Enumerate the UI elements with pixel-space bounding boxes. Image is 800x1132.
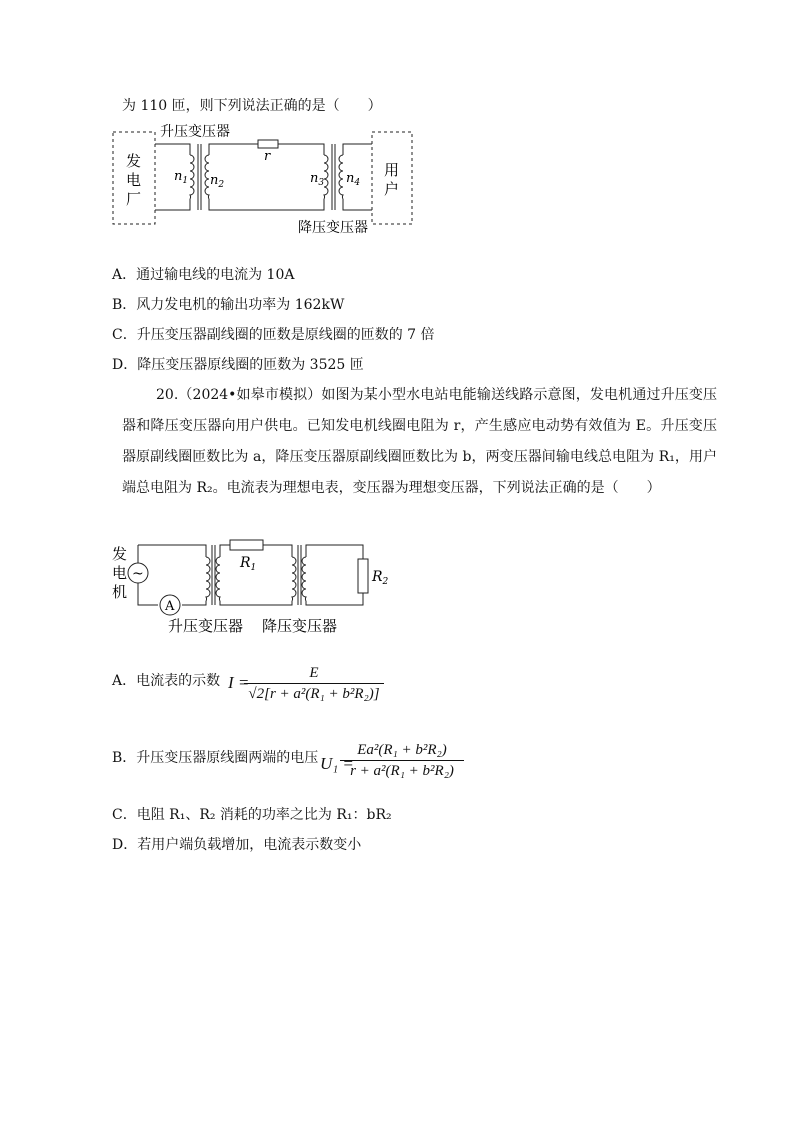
q20-option-b-numerator: Ea²(R₁ + b²R₂)	[357, 742, 447, 758]
step-down-label: 降压变压器	[298, 220, 368, 236]
resistor-r-label: r	[264, 149, 271, 164]
coil-n4	[339, 155, 343, 199]
question-20-stem	[122, 380, 717, 504]
step-up-secondary-coil	[216, 557, 220, 601]
step-down-caption: 降压变压器	[262, 617, 338, 635]
resistor-r2	[358, 559, 368, 593]
n1-label: $n_1$	[174, 169, 189, 186]
step-up-label: 升压变压器	[160, 124, 230, 140]
q20-option-a-denominator: √2[r + a²(R₁ + b²R₂)]	[248, 686, 380, 702]
question-20-number: 20.	[156, 387, 179, 403]
step-down-primary-coil	[292, 557, 296, 601]
step-up-primary-coil	[206, 557, 210, 601]
n2-label: $n_2$	[210, 173, 225, 190]
q20-option-b-prefix: B．升压变压器原线圈两端的电压	[112, 750, 319, 766]
user-label-1: 用	[384, 161, 400, 179]
q20-option-a-lhs: I =	[228, 673, 250, 692]
line-resistor-r	[258, 140, 278, 148]
generator-label-1: 发	[112, 545, 128, 563]
question-20-text: （2024•如皋市模拟）如图为某小型水电站电能输送线路示意图，发电机通过升压变压器和降压变压器向用户供电。已知发电机线圈电阻为 r，产生感应电动势有效值为 E。升压变压器原副线圈匝数比为 a，降压变压器原副线圈匝数比为 b，两变压器间输电线总电阻为 R₁，用户端总电阻为 R₂。电流表为理想电表，变压器为理想变压器，下列说法正确的是（ ）	[122, 387, 717, 496]
power-plant-label-3: 厂	[126, 190, 142, 208]
hydro-station-diagram	[110, 535, 389, 640]
user-label-2: 户	[384, 180, 400, 198]
coil-n3	[324, 155, 328, 199]
power-plant-label-2: 电	[126, 171, 142, 189]
q20-option-a-fraction	[244, 664, 384, 703]
q19-option-a: A．通过输电线的电流为 10A	[112, 267, 295, 283]
n3-label: $n_3$	[310, 171, 325, 188]
q19-option-b: B．风力发电机的输出功率为 162kW	[112, 297, 345, 313]
q20-option-c: C．电阻 R₁、R₂ 消耗的功率之比为 R₁：bR₂	[112, 807, 392, 823]
ammeter-label: A	[165, 599, 175, 614]
q19-option-d: D．降压变压器原线圈的匝数为 3525 匝	[112, 357, 364, 373]
r2-label: $R_2$	[372, 569, 389, 587]
r1-label: $R_1$	[240, 555, 257, 573]
q20-option-a-numerator: E	[309, 665, 319, 681]
step-up-caption: 升压变压器	[168, 617, 244, 635]
n4-label: $n_4$	[346, 171, 361, 188]
resistor-r1	[230, 540, 263, 550]
generator-label-3: 机	[112, 583, 128, 601]
q20-option-b-fraction	[340, 741, 464, 780]
transmission-diagram	[110, 122, 420, 238]
q20-option-b-lhs: U₁ =	[320, 754, 354, 773]
generator-label-2: 电	[112, 564, 128, 582]
q20-option-b-denominator: r + a²(R₁ + b²R₂)	[350, 763, 454, 779]
q20-option-d: D．若用户端负载增加，电流表示数变小	[112, 837, 362, 853]
ac-source-symbol: ~	[132, 566, 144, 582]
q20-option-a-prefix: A．电流表的示数	[112, 673, 221, 689]
q19-option-c: C．升压变压器副线圈的匝数是原线圈的匝数的 7 倍	[112, 327, 435, 343]
coil-n2	[205, 155, 209, 199]
power-plant-label-1: 发	[126, 152, 142, 170]
step-down-secondary-coil	[302, 557, 306, 601]
coil-n1	[190, 155, 194, 199]
question-19-stem-tail: 为 110 匝，则下列说法正确的是（ ）	[122, 98, 382, 114]
